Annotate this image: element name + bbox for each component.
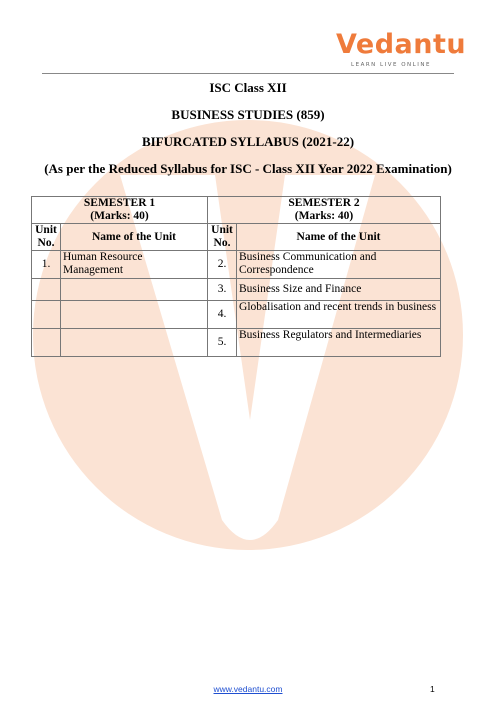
page-number: 1: [430, 684, 435, 694]
semester1-title: SEMESTER 1: [83, 197, 156, 209]
column-header-row: [32, 224, 441, 251]
s1-unit-name-header: Name of the Unit: [61, 224, 208, 251]
document-titles: [40, 80, 456, 177]
website-link[interactable]: www.vedantu.com: [213, 684, 283, 694]
table-row: [32, 251, 441, 279]
table-row: [32, 301, 441, 329]
vedantu-logo: [336, 29, 467, 68]
s1-unit-no: [32, 301, 61, 329]
s2-unit-name: Globalisation and recent trends in business: [237, 301, 441, 329]
s2-unit-no: 2.: [208, 251, 237, 279]
s2-unit-name: Business Communication and Correspondence: [237, 251, 441, 279]
s2-unit-name: Business Size and Finance: [237, 279, 441, 301]
semester1-header: [32, 197, 208, 224]
syllabus-table: [31, 196, 441, 357]
s2-unit-no: 5.: [208, 329, 237, 357]
table-row: [32, 329, 441, 357]
logo-tagline: LEARN LIVE ONLINE: [351, 62, 431, 68]
s1-unit-no: [32, 329, 61, 357]
class-title: ISC Class XII: [209, 80, 287, 95]
s1-unit-name: [61, 329, 208, 357]
s2-unit-name: Business Regulators and Intermediaries: [237, 329, 441, 357]
semester2-marks: (Marks: 40): [294, 210, 354, 222]
semester-header-row: [32, 197, 441, 224]
semester2-header: [208, 197, 441, 224]
s1-unit-no-header: Unit No.: [32, 224, 61, 251]
s1-unit-no: 1.: [32, 251, 61, 279]
s1-unit-name: [61, 279, 208, 301]
s2-unit-name-header: Name of the Unit: [237, 224, 441, 251]
s2-unit-no-header: Unit No.: [208, 224, 237, 251]
syllabus-title: BIFURCATED SYLLABUS (2021-22): [141, 134, 355, 149]
logo-wordmark: Vedantu: [336, 29, 467, 60]
s1-unit-no: [32, 279, 61, 301]
table-row: [32, 279, 441, 301]
semester2-title: SEMESTER 2: [288, 197, 360, 209]
s1-unit-name: [61, 301, 208, 329]
s2-unit-no: 3.: [208, 279, 237, 301]
s1-unit-name: Human Resource Management: [61, 251, 208, 279]
syllabus-subtitle: (As per the Reduced Syllabus for ISC - Class XII Year 2022 Examination): [44, 161, 452, 176]
header-divider: [42, 73, 454, 74]
subject-title: BUSINESS STUDIES (859): [171, 107, 325, 122]
s2-unit-no: 4.: [208, 301, 237, 329]
semester1-marks: (Marks: 40): [90, 210, 149, 222]
